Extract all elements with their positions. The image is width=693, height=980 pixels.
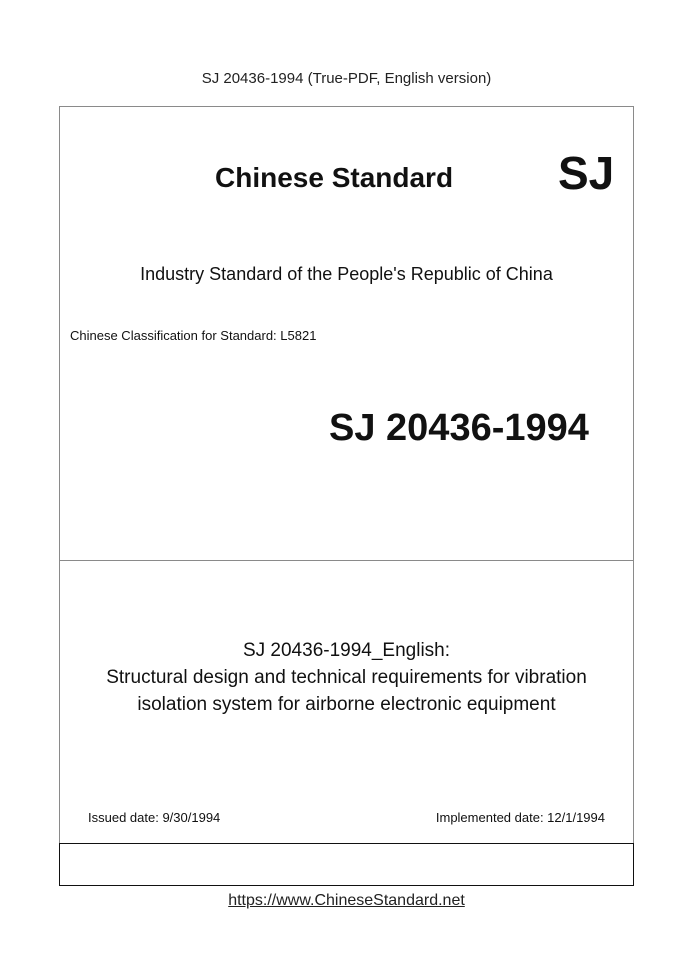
description-line-2: Structural design and technical requirements for vibration [106, 667, 587, 688]
standard-code: SJ [558, 147, 615, 199]
standard-title: Chinese Standard [215, 162, 454, 193]
implemented-date: Implemented date: 12/1/1994 [435, 810, 605, 825]
page-header: SJ 20436-1994 (True-PDF, English version) [201, 70, 492, 87]
document-description [60, 637, 633, 718]
description-line-3: isolation system for airborne electronic equipment [137, 694, 556, 715]
document-number: SJ 20436-1994 [329, 407, 589, 449]
standard-subtitle: Industry Standard of the People's Republic of China [140, 264, 553, 284]
footer-link[interactable]: https://www.ChineseStandard.net [228, 892, 465, 909]
issued-date: Issued date: 9/30/1994 [88, 810, 221, 825]
description-line-1: SJ 20436-1994_English: [242, 640, 451, 661]
cover-footer-box [59, 843, 634, 886]
cover-frame [59, 106, 634, 886]
classification: Chinese Classification for Standard: L5821 [70, 328, 317, 343]
cover-divider [59, 560, 634, 561]
